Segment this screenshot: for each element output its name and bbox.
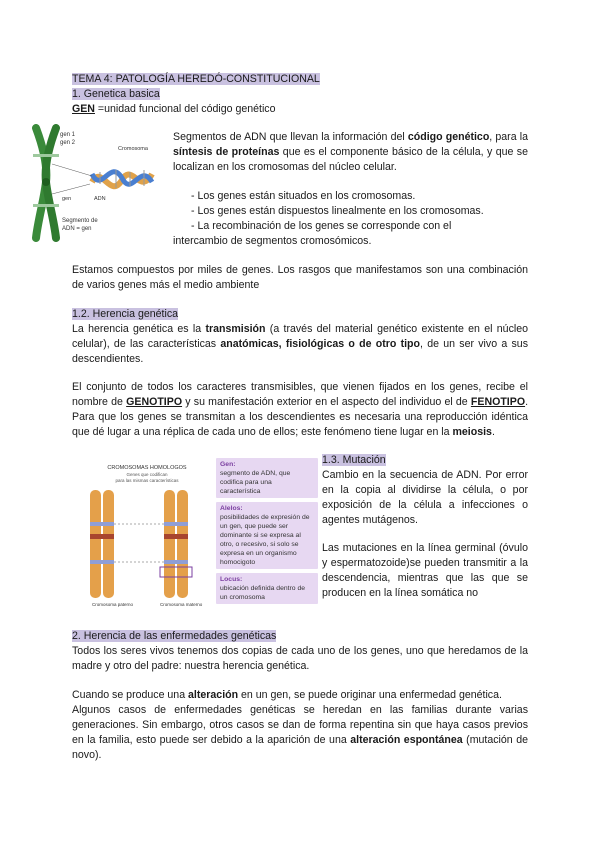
maternal-chromatid-2 xyxy=(177,490,188,598)
label-cromosoma: Cromosoma xyxy=(118,146,148,152)
intro-paragraph: Segmentos de ADN que llevan la información del código genético, para la síntesis de proteínas que es el componente básico de la célula, y que se localizan en los cromosomas del núcleo celular. xyxy=(173,131,528,173)
page-heading: TEMA 4: PATOLOGÍA HEREDÓ-CONSTITUCIONAL xyxy=(72,73,320,85)
section-1-2-title: 1.2. Herencia genética xyxy=(72,308,179,320)
label-gen2: gen 2 xyxy=(60,140,76,146)
section-2-title: 2. Herencia de las enfermedades genéticas xyxy=(72,630,277,642)
section-2-paragraph-1: Todos los seres vivos tenemos dos copias de cada uno de los genes, uno que heredamos de la madre y otro del padre: nuestra herencia genética. xyxy=(72,645,528,672)
fig2-title: CROMOSOMAS HOMOLOGOS xyxy=(107,465,187,471)
definition-boxes xyxy=(216,458,318,608)
maternal-chromatid-1 xyxy=(164,490,175,598)
paternal-chromatid-2 xyxy=(103,490,114,598)
label-adn: ADN xyxy=(94,196,106,202)
bullet-1: - Los genes están situados en los cromosomas. xyxy=(191,190,416,202)
label-adn-gen: ADN = gen xyxy=(62,226,92,232)
conjunto-paragraph: El conjunto de todos los caracteres transmisibles, que vienen fijados en los genes, recibe el nombre de GENOTIPO y su manifestación exterior en el aspecto del individuo el de FENOTIPO. Para que los genes se transmitan a los descendientes es necesaria una reproducción idéntica que dé lugar a una réplica de cada uno de ellos; este fenómeno tiene lugar en la meiosis. xyxy=(72,381,529,438)
bullet-3-continuation: intercambio de segmentos cromosómicos. xyxy=(173,235,372,247)
label-materno: Cromosoma materno xyxy=(160,602,203,607)
homologous-chromosomes-figure xyxy=(72,460,222,610)
herencia-paragraph: La herencia genética es la transmisión (a través del material genético existente en el núcleo celular), de las características anatómicas, fisiológicas o de otro tipo, de un ser vivo a sus descendientes. xyxy=(72,323,529,365)
paragraph-compuestos: Estamos compuestos por miles de genes. Los rasgos que manifestamos son una combinación de varios genes más el medio ambiente xyxy=(72,264,528,291)
bullet-2: - Los genes están dispuestos linealmente en los cromosomas. xyxy=(191,205,484,217)
section-2-paragraph-3: Algunos casos de enfermedades genéticas se heredan en las familias durante varias generaciones. Sin embargo, otros casos se dan de forma repentina sin que haya casos previos en la familia, esto puede ser debido a la aparición de una alteración espontánea (mutación de novo). xyxy=(72,704,528,761)
label-gen: gen xyxy=(62,196,72,202)
section-1-title: 1. Genetica basica xyxy=(72,88,160,100)
paternal-chromatid-1 xyxy=(90,490,101,598)
section-2-paragraph-2: Cuando se produce una alteración en un gen, se puede originar una enfermedad genética. xyxy=(72,689,502,701)
mutacion-paragraph-1: Cambio en la secuencia de ADN. Por error en la copia al dividirse la célula, o por exposición de la célula a infecciones o agentes mutágenos. xyxy=(322,469,528,526)
box-alelos: Alelos: posibilidades de expresión de un gen, que puede ser dominante si se expresa al otro, o recesivo, si solo se expresa en un organismo homocigoto xyxy=(216,502,318,569)
gen-definition: GEN =unidad funcional del código genético xyxy=(72,103,276,115)
box-locus: Locus: ubicación definida dentro de un cromosoma xyxy=(216,573,318,604)
bullet-3: - La recombinación de los genes se corresponde con el xyxy=(191,220,452,232)
label-segmento: Segmento de xyxy=(62,218,98,224)
box-gen: Gen: segmento de ADN, que codifica para una característica xyxy=(216,458,318,498)
mutacion-paragraph-2: Las mutaciones en la línea germinal (óvulo y espermatozoide)se pueden transmitir a la descendencia, mientras que las que se producen en la línea somática no xyxy=(322,542,528,599)
section-1-3-title: 1.3. Mutación xyxy=(322,454,386,466)
label-gen1: gen 1 xyxy=(60,132,76,138)
chromosome-dna-illustration xyxy=(30,124,170,242)
fig2-subtitle-1: Genes que codifican xyxy=(126,472,168,477)
label-paterno: Cromosoma paterno xyxy=(92,602,134,607)
fig2-subtitle-2: para las mismas características xyxy=(115,478,179,483)
